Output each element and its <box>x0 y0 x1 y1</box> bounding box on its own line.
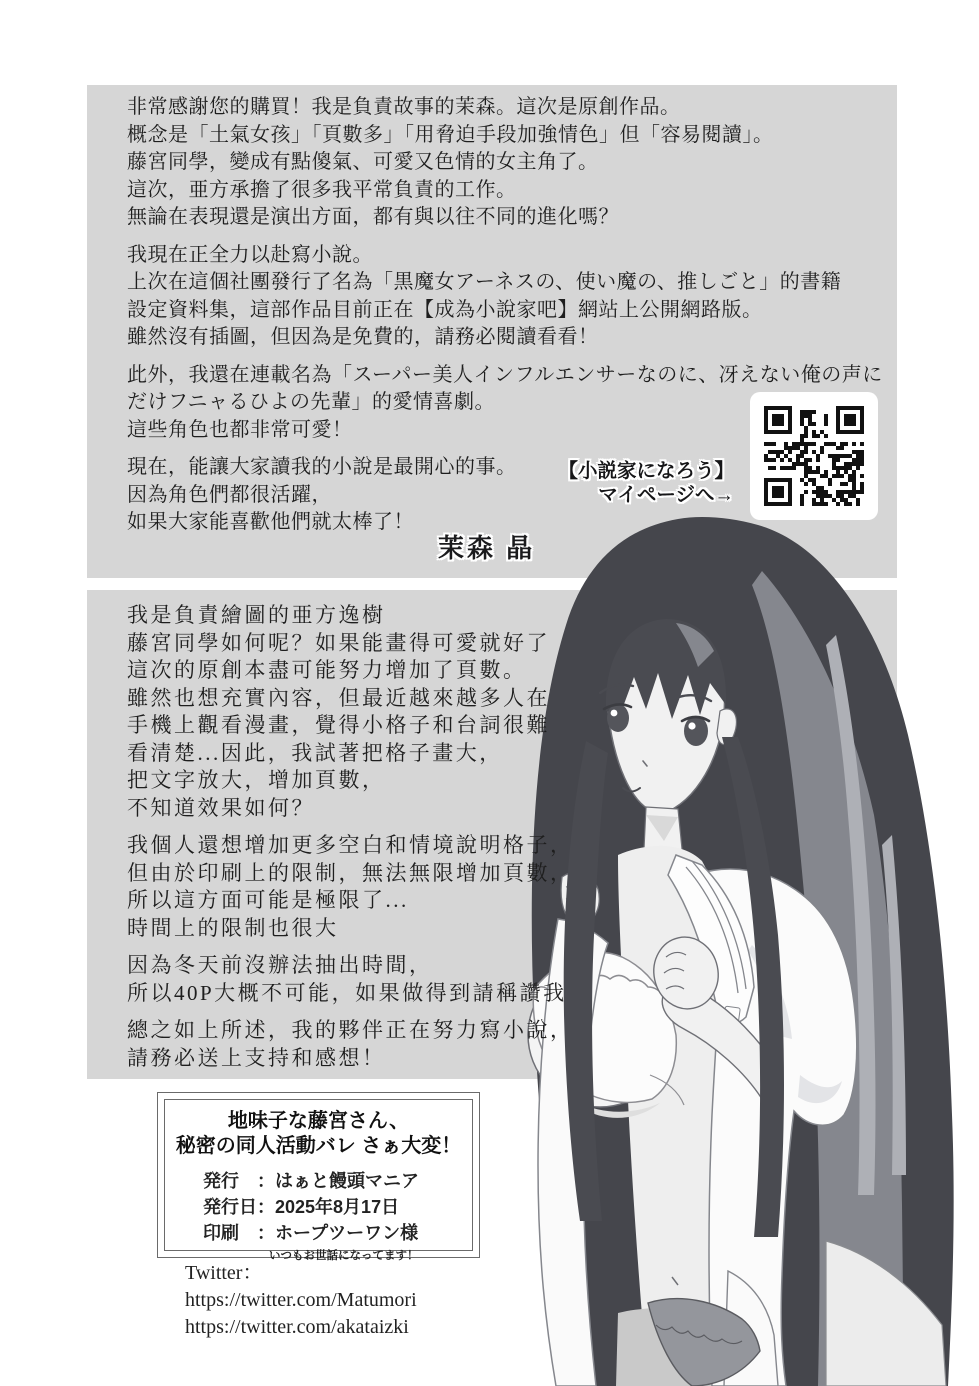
paragraph <box>127 242 883 352</box>
text-line: 現在，能讓大家讀我的小說是最開心的事。 <box>127 456 517 478</box>
text-line: 總之如上所述，我的夥伴正在努力寫小說， <box>127 1018 574 1042</box>
book-title <box>165 1109 472 1159</box>
text-line: 所以這方面可能是極限了... <box>127 888 409 912</box>
colophon-rows <box>203 1168 472 1246</box>
text-line: 所以40P大概不可能，如果做得到請稱讚我 <box>127 980 567 1005</box>
text-line: 藤宮同學，變成有點傻氣、可愛又色情的女主角了。 <box>127 151 599 173</box>
twitter-section <box>185 1260 417 1341</box>
printer-thanks-note: いつもお世話になってます！ <box>269 1250 419 1262</box>
text-line: 雖然也想充實內容，但最近越來越多人在 <box>127 685 550 710</box>
qr-plate <box>750 392 878 520</box>
text-line: 因為冬天前沒辦法抽出時間， <box>127 953 433 977</box>
text-line: 因為角色們都很活躍， <box>127 483 332 506</box>
text-line: 設定資料集，這部作品目前正在【成為小說家吧】網站上公開網路版。 <box>127 298 763 321</box>
text-line: だけフニャるひよの先輩」的愛情喜劇。 <box>127 391 495 413</box>
book-title-line2: 秘密の同人活動バレ さぁ大変！ <box>175 1135 462 1157</box>
twitter-heading: Twitter： <box>185 1262 263 1284</box>
text-line: 概念是「土氣女孩」「頁數多」「用脅迫手段加強情色」但「容易閱讀」。 <box>127 123 774 146</box>
text-line: 看清楚...因此，我試著把格子畫大， <box>127 740 503 765</box>
twitter-url: https://twitter.com/Matumori <box>185 1289 417 1311</box>
story-author-signature: 茉森 晶 <box>438 533 536 563</box>
text-line: 此外，我還在連載名為「スーパー美人インフルエンサーなのに、冴えない俺の声に <box>127 363 883 386</box>
text-line: 非常感謝您的購買！我是負責故事的茉森。這次是原創作品。 <box>127 96 681 118</box>
text-line: 但由於印刷上的限制，無法無限增加頁數， <box>127 860 574 885</box>
narou-label-line1: 【小説家になろう】 <box>558 460 734 482</box>
text-line: 如果大家能喜歡他們就太棒了！ <box>127 511 414 533</box>
narou-label-line2: マイページへ→ <box>598 484 734 506</box>
colophon-box <box>157 1092 480 1262</box>
text-line: 時間上的限制也很大 <box>127 915 339 940</box>
text-line: 無論在表現還是演出方面，都有與以往不同的進化嗎？ <box>127 206 619 228</box>
paragraph <box>127 602 574 822</box>
text-line: 手機上觀看漫畫，覺得小格子和台詞很難 <box>127 713 550 737</box>
text-line: 這次的原創本盡可能努力增加了頁數。 <box>127 658 527 682</box>
eye-highlight-left <box>611 710 618 717</box>
text-line: 請務必送上支持和感想！ <box>127 1045 386 1070</box>
text-line: 不知道效果如何？ <box>127 795 315 820</box>
colophon-inner-frame <box>164 1099 473 1262</box>
paragraph <box>127 832 574 942</box>
qr-code <box>762 404 866 508</box>
text-line: 這次，亜方承擔了很多我平常負責的工作。 <box>127 178 517 201</box>
text-line: 我現在正全力以赴寫小說。 <box>127 243 373 266</box>
book-title-line1: 地味子な藤宮さん、 <box>227 1110 410 1132</box>
left-eye <box>607 704 629 732</box>
text-line: 我個人還想增加更多空白和情境說明格子， <box>127 833 574 857</box>
text-line: 雖然沒有插圖，但因為是免費的，請務必閱讀看看！ <box>127 326 599 348</box>
paragraph <box>127 952 574 1007</box>
narou-mypage-label <box>538 459 734 507</box>
paragraph <box>127 1017 574 1072</box>
artist-afterword-text <box>127 602 574 1082</box>
text-line: 這些角色也都非常可愛！ <box>127 418 353 441</box>
right-eye <box>684 716 708 746</box>
publish-date-row: 発行日：2025年8月17日 <box>203 1197 400 1217</box>
text-line: 上次在這個社團發行了名為「黒魔女アーネスの、使い魔の、推しごと」的書籍 <box>127 271 842 293</box>
paragraph <box>127 94 883 232</box>
publisher-row: 発行 ：はぁと饅頭マニア <box>203 1171 419 1191</box>
text-line: 藤宮同學如何呢？如果能畫得可愛就好了 <box>127 630 550 655</box>
twitter-url: https://twitter.com/akataizki <box>185 1316 409 1338</box>
text-line: 我是負責繪圖的亜方逸樹 <box>127 603 386 627</box>
text-line: 把文字放大，增加頁數， <box>127 768 386 792</box>
eye-highlight-right <box>688 722 695 729</box>
printer-row: 印刷 ：ホープツーワン様 <box>203 1223 419 1243</box>
